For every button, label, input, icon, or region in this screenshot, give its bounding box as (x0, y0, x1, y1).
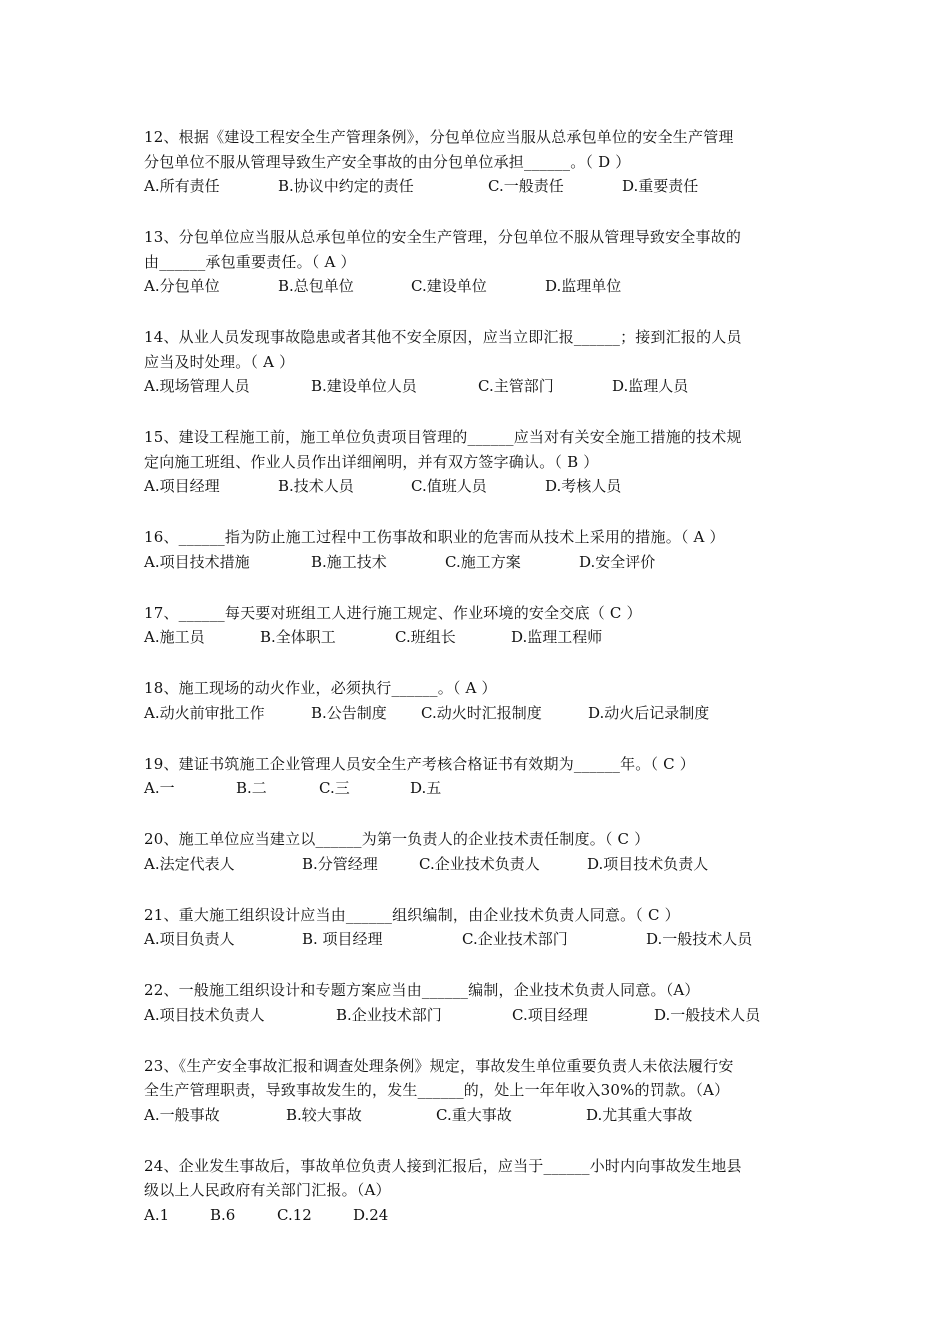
option-d: D.监理工程师 (511, 628, 603, 646)
option-a: A.项目技术负责人 (144, 1005, 265, 1024)
question-23 (144, 1054, 814, 1128)
option-d: D.监理单位 (545, 277, 622, 295)
option-b: B.企业技术部门 (336, 1005, 442, 1024)
option-a: A.分包单位 (144, 277, 220, 295)
option-d: D.一般技术人员 (654, 1005, 761, 1024)
question-text-line: 应当及时处理。（ A ） (144, 352, 295, 371)
option-c: C.12 (277, 1205, 312, 1224)
option-c: C.班组长 (395, 628, 456, 646)
option-a: A.项目技术措施 (144, 552, 250, 571)
option-b: B.建设单位人员 (311, 377, 417, 395)
question-19 (144, 752, 814, 801)
question-13 (144, 225, 814, 299)
option-c: C.施工方案 (445, 552, 521, 571)
option-a: A.项目经理 (144, 477, 220, 495)
option-c: C.企业技术负责人 (419, 854, 540, 873)
option-a: A.1 (144, 1205, 170, 1224)
question-text-line: 16、______指为防止施工过程中工伤事故和职业的危害而从技术上采用的措施。（ A ） (144, 528, 725, 546)
option-b: B. 项目经理 (302, 930, 383, 948)
option-a: A.施工员 (144, 628, 205, 646)
option-d: D.考核人员 (545, 477, 622, 495)
question-20 (144, 827, 814, 876)
question-text-line: 12、根据《建设工程安全生产管理条例》，分包单位应当服从总承包单位的安全生产管理 (144, 128, 734, 146)
question-text-line: 24、企业发生事故后，事故单位负责人接到汇报后，应当于______小时内向事故发生地县 (144, 1156, 742, 1175)
option-a: A.所有责任 (144, 177, 220, 195)
option-b: B.较大事故 (286, 1105, 362, 1124)
question-text-line: 23、《生产安全事故汇报和调查处理条例》规定，事故发生单位重要负责人未依法履行安 (144, 1056, 734, 1075)
option-a: A.项目负责人 (144, 930, 235, 948)
question-text-line: 18、施工现场的动火作业，必须执行______。（ A ） (144, 679, 497, 697)
question-15 (144, 425, 814, 499)
options-row (144, 852, 814, 877)
options-row (144, 625, 814, 650)
question-21 (144, 903, 814, 952)
question-14 (144, 325, 814, 399)
option-a: A.现场管理人员 (144, 377, 250, 395)
option-d: D.24 (353, 1205, 389, 1224)
options-row (144, 474, 814, 499)
option-c: C.主管部门 (478, 377, 554, 395)
question-text-line: 21、重大施工组织设计应当由______组织编制，由企业技术负责人同意。（ C ） (144, 905, 680, 924)
options-row (144, 1103, 814, 1128)
question-text-line: 级以上人民政府有关部门汇报。（A） (144, 1181, 391, 1199)
option-c: C.动火时汇报制度 (421, 703, 542, 722)
option-c: C.值班人员 (411, 477, 487, 495)
question-24 (144, 1154, 814, 1228)
question-text-line: 定向施工班组、作业人员作出详细阐明，并有双方签字确认。（ B ） (144, 452, 599, 471)
option-a: A.一 (144, 779, 175, 797)
options-row (144, 374, 814, 399)
option-b: B.6 (210, 1205, 236, 1224)
options-row (144, 701, 814, 726)
option-b: B.公告制度 (311, 703, 387, 722)
question-text-line: 15、建设工程施工前，施工单位负责项目管理的______应当对有关安全施工措施的技术规 (144, 428, 742, 446)
option-d: D.重要责任 (622, 177, 699, 195)
option-d: D.一般技术人员 (646, 930, 753, 948)
question-text-line: 全生产管理职责，导致事故发生的，发生______的，处上一年年收入30%的罚款。（A） (144, 1081, 730, 1099)
option-b: B.施工技术 (311, 552, 387, 571)
options-row (144, 550, 814, 575)
option-c: C.建设单位 (411, 277, 487, 295)
option-d: D.五 (410, 779, 442, 797)
option-a: A.一般事故 (144, 1105, 220, 1124)
options-row (144, 174, 814, 199)
option-b: B.协议中约定的责任 (278, 177, 414, 195)
option-d: D.监理人员 (612, 377, 689, 395)
option-c: C.重大事故 (436, 1105, 512, 1124)
question-16 (144, 525, 814, 574)
exam-document (144, 125, 814, 1254)
question-text-line: 13、分包单位应当服从总承包单位的安全生产管理，分包单位不服从管理导致安全事故的 (144, 228, 742, 246)
option-c: C.企业技术部门 (462, 930, 568, 948)
option-b: B.技术人员 (278, 477, 354, 495)
question-text-line: 19、建证书筑施工企业管理人员安全生产考核合格证书有效期为______年。（ C ） (144, 754, 696, 773)
question-text-line: 22、一般施工组织设计和专题方案应当由______编制，企业技术负责人同意。（A） (144, 981, 700, 999)
options-row (144, 274, 814, 299)
option-a: A.法定代表人 (144, 854, 235, 873)
option-c: C.项目经理 (512, 1005, 588, 1024)
option-d: D.尤其重大事故 (586, 1105, 693, 1124)
options-row (144, 776, 814, 801)
option-d: D.项目技术负责人 (587, 854, 709, 873)
option-d: D.动火后记录制度 (588, 703, 710, 722)
question-text-line: 14、从业人员发现事故隐患或者其他不安全原因，应当立即汇报______；接到汇报的人员 (144, 328, 742, 346)
question-22 (144, 978, 814, 1027)
question-12 (144, 125, 814, 199)
question-text-line: 由______承包重要责任。（ A ） (144, 252, 356, 271)
option-b: B.总包单位 (278, 277, 354, 295)
question-text-line: 17、______每天要对班组工人进行施工规定、作业环境的安全交底（ C ） (144, 603, 642, 622)
option-d: D.安全评价 (579, 552, 656, 571)
option-a: A.动火前审批工作 (144, 703, 265, 722)
question-text-line: 20、施工单位应当建立以______为第一负责人的企业技术责任制度。（ C ） (144, 830, 650, 848)
options-row (144, 1203, 814, 1228)
option-c: C.一般责任 (488, 177, 564, 195)
option-b: B.二 (236, 779, 267, 797)
question-17 (144, 601, 814, 650)
question-text-line: 分包单位不服从管理导致生产安全事故的由分包单位承担______。（ D ） (144, 152, 631, 171)
option-c: C.三 (319, 779, 350, 797)
options-row (144, 927, 814, 952)
option-b: B.分管经理 (302, 854, 378, 873)
option-b: B.全体职工 (260, 628, 336, 646)
question-18 (144, 676, 814, 725)
options-row (144, 1003, 814, 1028)
